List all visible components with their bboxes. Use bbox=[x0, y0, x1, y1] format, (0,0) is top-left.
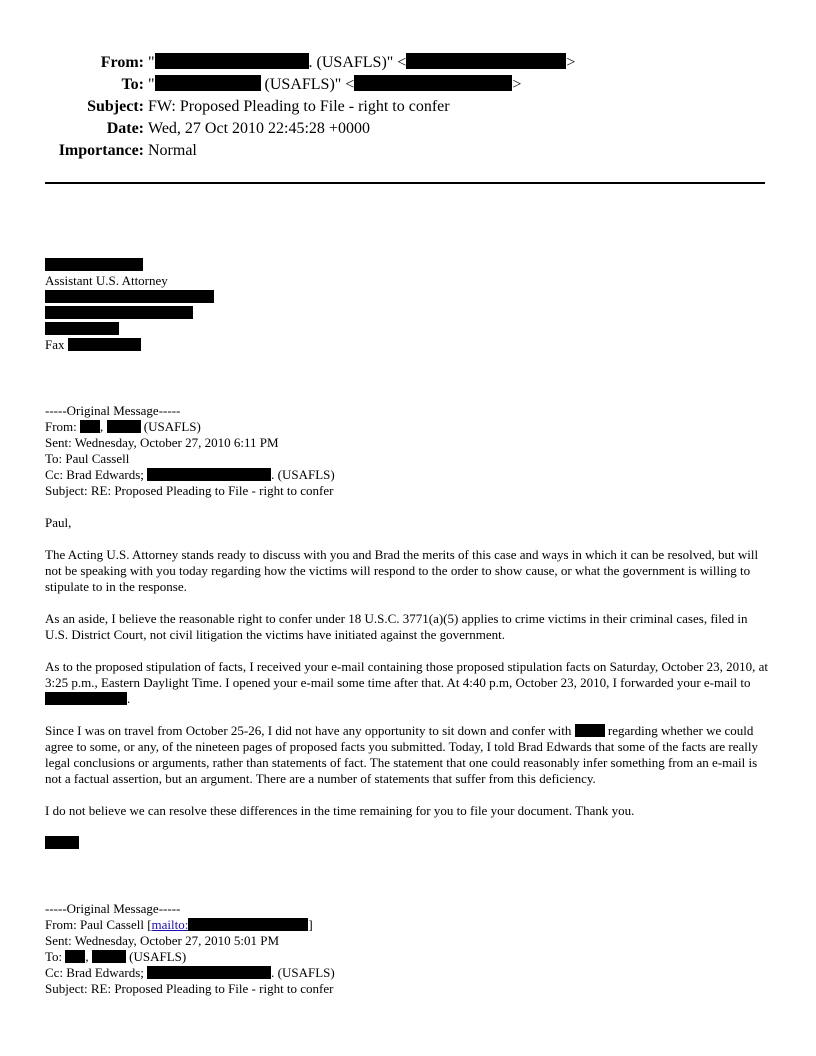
to-label: To: bbox=[121, 76, 144, 93]
header-importance-row bbox=[0, 140, 816, 162]
original2-to: To: , (USAFLS) bbox=[45, 949, 187, 964]
to-value: (USAFLS)" < bbox=[260, 76, 355, 93]
mailto-link[interactable]: mailto: bbox=[152, 917, 309, 932]
redaction bbox=[45, 322, 119, 335]
original1-subject: Subject: RE: Proposed Pleading to File - right to confer bbox=[45, 483, 334, 498]
original1-sent: Sent: Wednesday, October 27, 2010 6:11 PM bbox=[45, 435, 279, 450]
redaction bbox=[45, 836, 79, 849]
from-value: . (USAFLS)" < bbox=[308, 54, 407, 71]
redaction bbox=[406, 53, 566, 69]
signature-fax bbox=[45, 337, 141, 353]
redaction bbox=[65, 950, 85, 963]
header-date-row bbox=[0, 118, 816, 140]
subject-value: FW: Proposed Pleading to File - right to confer bbox=[148, 98, 450, 115]
redaction bbox=[155, 75, 261, 91]
importance-label: Importance: bbox=[58, 142, 144, 159]
paragraph-4: Since I was on travel from October 25-26, I did not have any opportunity to sit down and confer with regarding whether we could agree to some, or any, of the nineteen pages of proposed facts you submitted. Today, I told Brad Edwards that some of the facts are really legal conclusions or arguments, rather than statements of fact. The statement that one could reasonably infer something from an e-mail is not a factual assertion, but an argument. There are a number of statements that suffer from this deficiency. bbox=[45, 723, 759, 786]
greeting: Paul, bbox=[45, 515, 72, 530]
redaction bbox=[147, 468, 271, 481]
original1-cc: Cc: Brad Edwards; . (USAFLS) bbox=[45, 467, 335, 482]
redaction bbox=[80, 420, 100, 433]
original2-sent: Sent: Wednesday, October 27, 2010 5:01 PM bbox=[45, 933, 280, 948]
from-label: From: bbox=[100, 54, 144, 71]
fax-label: Fax bbox=[45, 337, 65, 352]
redaction bbox=[188, 918, 308, 931]
redaction bbox=[45, 290, 214, 303]
header-to-row: To: " (USAFLS)" < > bbox=[0, 74, 816, 96]
paragraph-5: I do not believe we can resolve these differences in the time remaining for you to file your document. Thank you. bbox=[45, 803, 635, 818]
original2-from: From: Paul Cassell [mailto: ] bbox=[45, 917, 313, 932]
date-label: Date: bbox=[106, 120, 144, 137]
redaction bbox=[45, 258, 143, 271]
paragraph-1: The Acting U.S. Attorney stands ready to discuss with you and Brad the merits of this case and ways in which it can be resolved, but will not be speaking with you today regarding how the victims will respond to the order to show cause, or what the government is willing to stipulate to in the response. bbox=[45, 547, 759, 594]
header-subject-row bbox=[0, 96, 816, 118]
original2-subject: Subject: RE: Proposed Pleading to File - right to confer bbox=[45, 981, 334, 996]
redaction bbox=[45, 692, 127, 705]
date-value: Wed, 27 Oct 2010 22:45:28 +0000 bbox=[148, 120, 370, 137]
redaction bbox=[45, 306, 193, 319]
redaction bbox=[92, 950, 126, 963]
subject-label: Subject: bbox=[87, 98, 144, 115]
redaction bbox=[155, 53, 309, 69]
redaction bbox=[575, 724, 605, 737]
paragraph-3: As to the proposed stipulation of facts, I received your e-mail containing those proposed stipulation facts on Saturday, October 23, 2010, at 3:25 p.m., Eastern Daylight Time. I opened your e-mail some time after that. At 4:40 p.m, October 23, 2010, I forwarded your e-mail to . bbox=[45, 659, 769, 706]
redaction bbox=[107, 420, 141, 433]
original2-cc: Cc: Brad Edwards; . (USAFLS) bbox=[45, 965, 335, 980]
header-divider bbox=[45, 182, 765, 184]
original1-to: To: Paul Cassell bbox=[45, 451, 130, 466]
original-message-separator: -----Original Message----- bbox=[45, 403, 181, 418]
redaction bbox=[68, 338, 141, 351]
importance-value: Normal bbox=[148, 142, 197, 159]
original-message-separator: -----Original Message----- bbox=[45, 901, 181, 916]
original1-from: From: , (USAFLS) bbox=[45, 419, 201, 434]
header-from-row: From: " . (USAFLS)" < > bbox=[0, 52, 816, 74]
paragraph-2: As an aside, I believe the reasonable right to confer under 18 U.S.C. 3771(a)(5) applies to crime victims in their criminal cases, filed in U.S. District Court, not civil litigation the victims have initiated against the government. bbox=[45, 611, 748, 642]
redaction bbox=[147, 966, 271, 979]
redaction bbox=[354, 75, 512, 91]
signature-title: Assistant U.S. Attorney bbox=[45, 273, 168, 288]
